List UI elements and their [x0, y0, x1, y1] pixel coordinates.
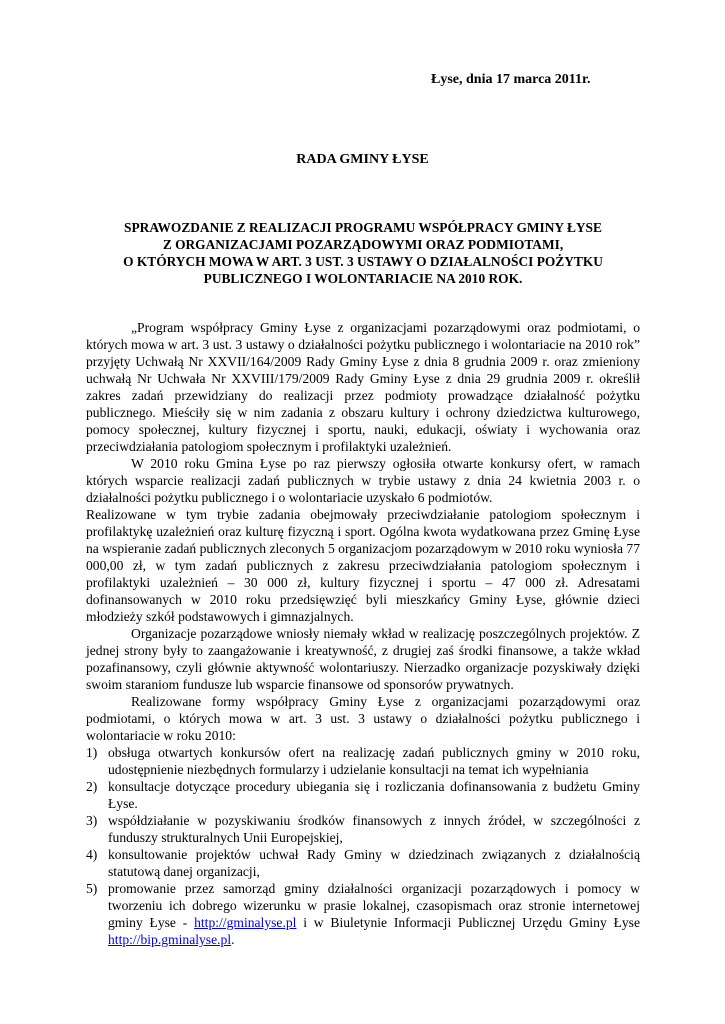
paragraph-tasks: Realizowane w tym trybie zadania obejmowały przeciwdziałanie patologiom społecznym i profilaktykę uzależnień oraz kulturę fizyczną i sport. Ogólna kwota wydatkowana przez Gminę Łyse na wspieranie zadań publicznych zleconych 5 organizacjom pozarządowym w 2010 roku wyniosła 77 000,00 zł, w tym zadań publicznych z zakresu przeciwdziałania patologiom społecznym i profilaktyki uzależnień – 30 000 zł, kultury fizycznej i sportu – 47 000 zł. Adresatami dofinansowanych w 2010 roku przedsięwzięć byli mieszkańcy Gminy Łyse, głównie dzieci młodzieży szkół podstawowych i gimnazjalnych. — [86, 507, 640, 624]
paragraph-forms: Realizowane formy współpracy Gminy Łyse z organizacjami pozarządowymi oraz podmiotami, o których mowa w art. 3 ust. 3 ustawy o działalności pożytku publicznego i wolontariacie w roku 2010: — [86, 694, 640, 743]
list-text: i w Biuletynie Informacji Publicznej Urzędu Gminy Łyse — [296, 915, 640, 930]
title-line: O KTÓRYCH MOWA W ART. 3 UST. 3 USTAWY O DZIAŁALNOŚCI POŻYTKU — [123, 254, 603, 269]
title-line: PUBLICZNEGO I WOLONTARIACIE NA 2010 ROK. — [203, 271, 523, 286]
list-text: promowanie przez samorząd gminy działalności organizacji pozarządowych i pomocy w tworzeniu ich dobrego wizerunku w prasie lokalnej, czasopismach oraz stronie internetowej gminy Łyse - — [108, 881, 640, 930]
list-item — [86, 846, 640, 880]
list-text: . — [231, 932, 235, 947]
list-number: 4) — [86, 847, 98, 862]
list-text: konsultowanie projektów uchwał Rady Gminy w dziedzinach związanych z działalnością statutową danej organizacji, — [108, 847, 640, 879]
gmina-website-link[interactable]: http://gminalyse.pl — [194, 915, 297, 930]
list-number: 5) — [86, 881, 98, 896]
list-item — [86, 812, 640, 846]
bip-website-link[interactable]: http://bip.gminalyse.pl — [108, 932, 232, 947]
title-line: SPRAWOZDANIE Z REALIZACJI PROGRAMU WSPÓŁPRACY GMINY ŁYSE — [124, 220, 602, 235]
list-number: 2) — [86, 779, 98, 794]
list-text: konsultacje dotyczące procedury ubiegania się i rozliczania dofinansowania z budżetu Gminy Łyse. — [108, 779, 640, 811]
list-number: 1) — [86, 745, 98, 760]
list-text: obsługa otwartych konkursów ofert na realizację zadań publicznych gminy w 2010 roku, udostępnienie niezbędnych formularzy i udzielanie konsultacji na temat ich wypełniania — [108, 745, 640, 777]
paragraph-program: „Program współpracy Gminy Łyse z organizacjami pozarządowymi oraz podmiotami, o których mowa w art. 3 ust. 3 ustawy o działalności pożytku publicznego i wolontariacie na 2010 rok” przyjęty Uchwałą Nr XXVII/164/2009 Rady Gminy Łyse z dnia 8 grudnia 2009 r. oraz zmieniony uchwałą Nr Uchwała Nr XXVIII/179/2009 Rady Gminy Łyse z dnia 29 grudnia 2009 r. określił zakres zadań przewidziany do realizacji przez podmioty prowadzące działalność pożytku publicznego. Mieściły się w nim zadania z obszaru kultury i ochrony dziedzictwa kulturowego, pomocy społecznej, kultury fizycznej i sportu, nauki, edukacji, oświaty i wychowania oraz przeciwdziałania patologiom społecznym i profilaktyki uzależnień. — [86, 320, 640, 454]
addressee: RADA GMINY ŁYSE — [296, 152, 429, 167]
document-body — [86, 319, 640, 948]
list-text: współdziałanie w pozyskiwaniu środków finansowych z innych źródeł, w szczególności z funduszy strukturalnych Unii Europejskiej, — [108, 813, 640, 845]
paragraph-contests: W 2010 roku Gmina Łyse po raz pierwszy ogłosiła otwarte konkursy ofert, w ramach których wsparcie realizacji zadań publicznych w trybie ustawy z dnia 24 kwietnia 2003 r. o działalności pożytku publicznego i o wolontariacie uzyskało 6 podmiotów. — [86, 456, 640, 505]
list-item — [86, 778, 640, 812]
document-title — [85, 219, 641, 287]
title-line: Z ORGANIZACJAMI POZARZĄDOWYMI ORAZ PODMIOTAMI, — [162, 237, 564, 252]
list-item — [86, 744, 640, 778]
paragraph-contribution: Organizacje pozarządowe wniosły niemały wkład w realizację poszczególnych projektów. Z jednej strony były to zaangażowanie i kreatywność, z drugiej zaś środki finansowe, a także wkład pozafinansowy, czyli głównie aktywność wolontariuszy. Nierzadko organizacje pozyskiwały dzięki swoim staraniom fundusze lub wsparcie finansowe od sponsorów prywatnych. — [86, 626, 640, 692]
place-date: Łyse, dnia 17 marca 2011r. — [431, 72, 591, 87]
list-number: 3) — [86, 813, 98, 828]
cooperation-forms-list — [86, 744, 640, 948]
list-item — [86, 880, 640, 948]
